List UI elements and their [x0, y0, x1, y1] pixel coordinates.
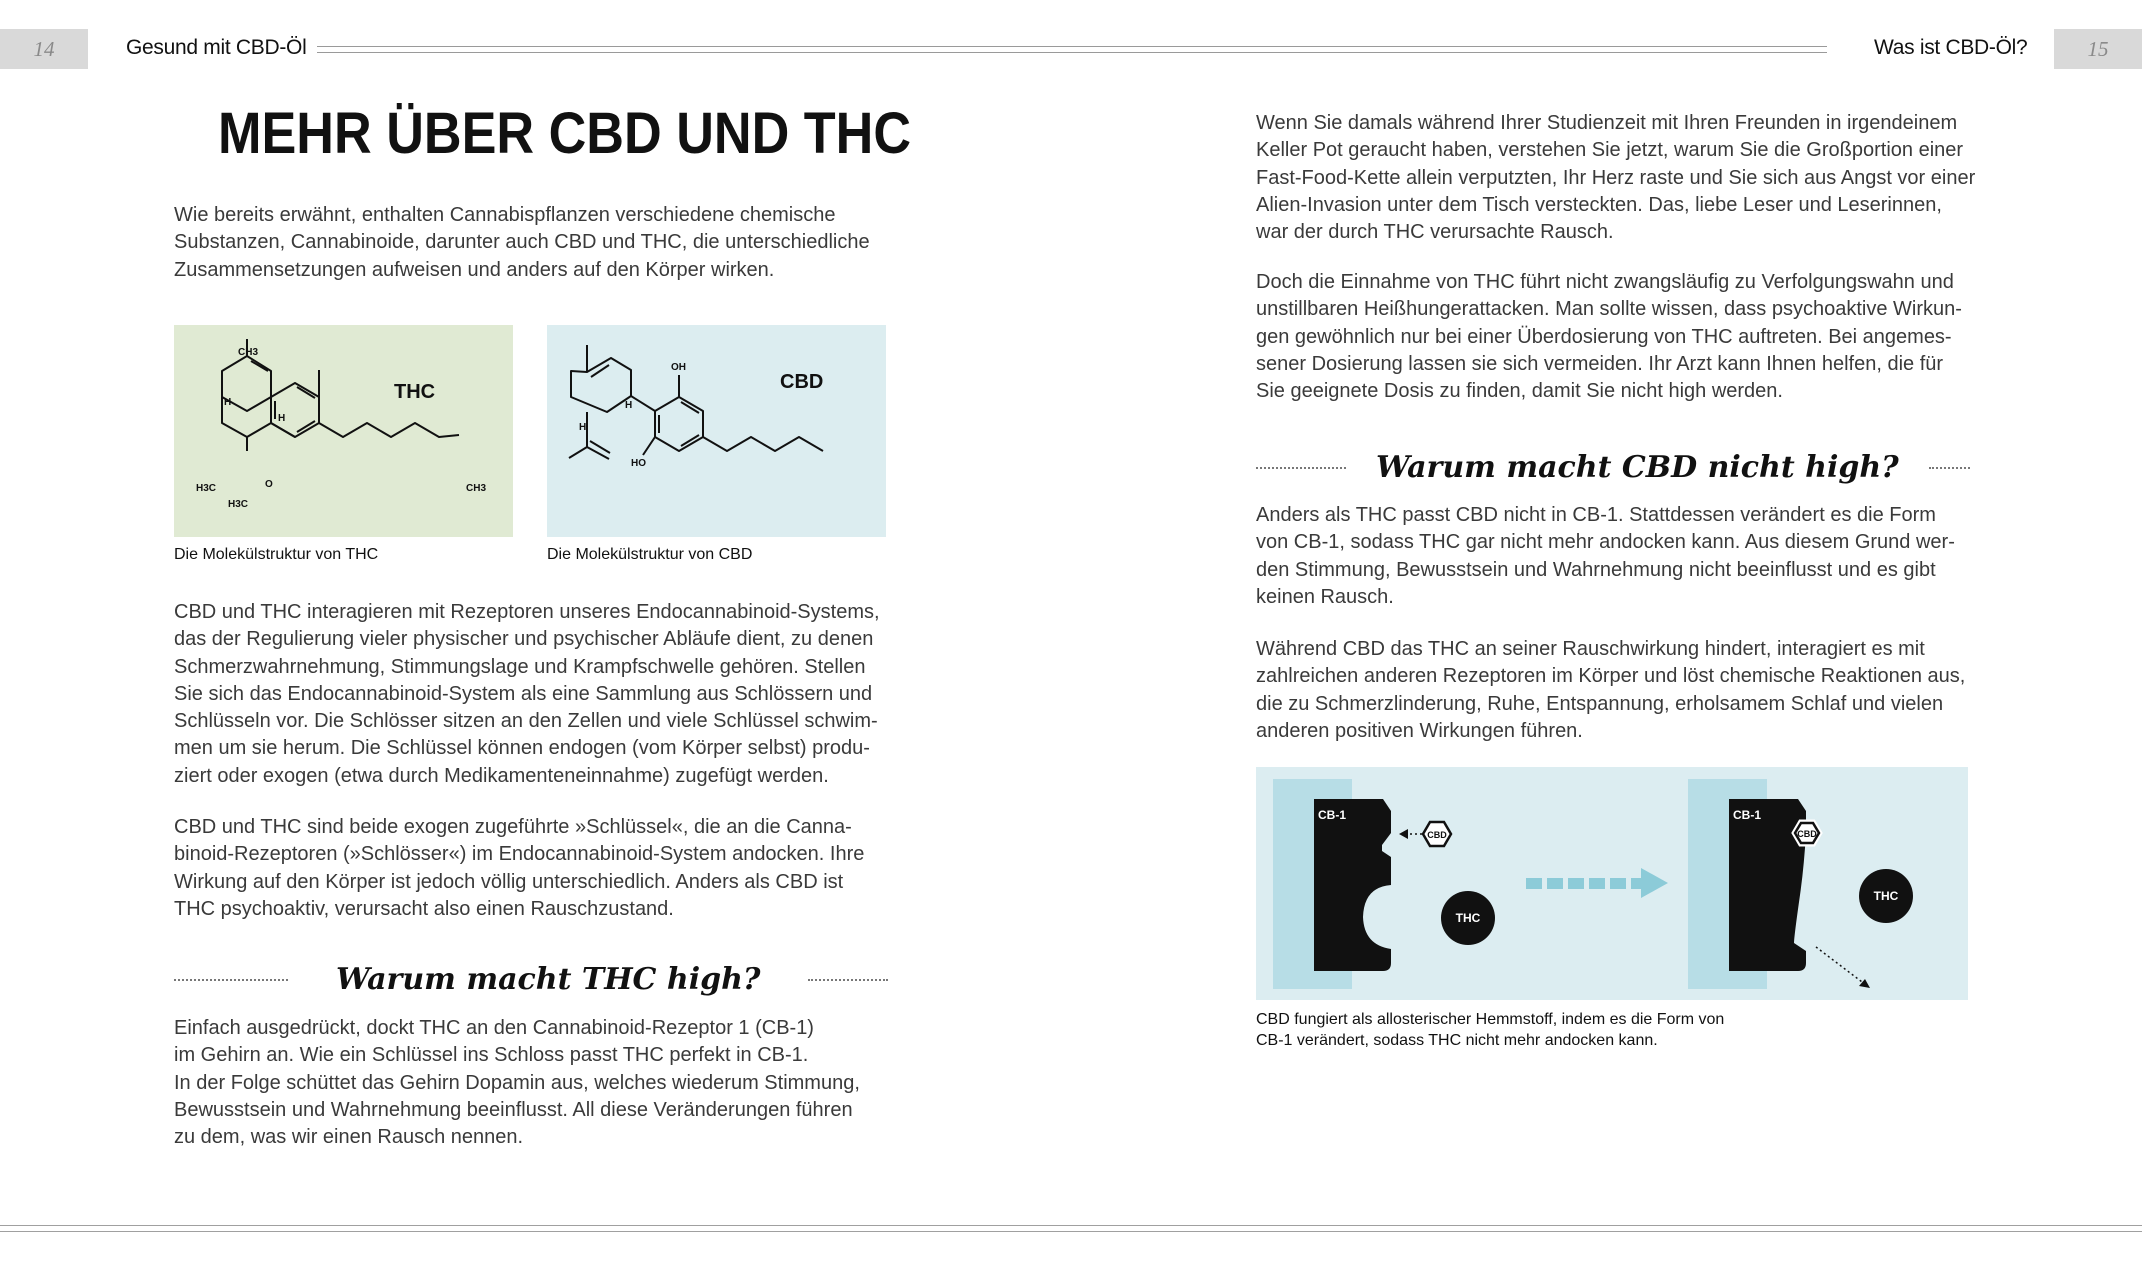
- thc-label: THC: [394, 381, 436, 403]
- svg-text:HO: HO: [631, 458, 646, 469]
- cb1-label-left: CB-1: [1318, 808, 1347, 822]
- thc-caption: Die Molekülstruktur von THC: [174, 546, 379, 563]
- svg-text:CBD: CBD: [1427, 830, 1447, 840]
- receptor-diagram: [1256, 767, 1968, 1000]
- intro-paragraph: Wie bereits erwähnt, enthalten Cannabispflanzen verschiedene chemische Substanzen, Cannabinoide, darunter auch CBD und THC, die unterschiedliche Zusammensetzungen aufweisen und anders auf den Körper wirken.: [174, 204, 870, 281]
- svg-text:H: H: [278, 413, 286, 424]
- svg-text:THC: THC: [1873, 889, 1899, 903]
- svg-text:O: O: [265, 479, 273, 490]
- left-running-title: Gesund mit CBD-Öl: [126, 36, 307, 59]
- paragraph-student-days: Wenn Sie damals während Ihrer Studienzeit mit Ihren Freunden in irgendeinem Keller Pot geraucht haben, verstehen Sie jetzt, warum Sie die Großportion einer Fast-Food-Kette allein verputzten, Ihr Herz raste und Sie sich aus Angst vor einer Alien-Invasion unter dem Tisch versteckten. Das, liebe Leser und Leserinnen, war der durch THC verursachte Rausch.: [1256, 112, 1976, 244]
- paragraph-thc-explained: Einfach ausgedrückt, dockt THC an den Cannabinoid-Rezeptor 1 (CB-1) im Gehirn an. Wie ein Schlüssel ins Schloss passt THC perfekt in CB-1. In der Folge schüttet das Gehirn Dopamin aus, welches wiederum Stimmung, Bewusstsein und Wahrnehmung beeinflusst. All diese Veränderungen führen zu dem, was wir einen Rausch nennen.: [174, 1017, 860, 1149]
- left-page-number: 14: [0, 29, 88, 69]
- svg-text:OH: OH: [671, 362, 686, 373]
- svg-text:H: H: [224, 397, 232, 408]
- cb1-receptor-shape-right: [1729, 799, 1806, 971]
- svg-text:H: H: [579, 422, 587, 433]
- paragraph-receptors: CBD und THC interagieren mit Rezeptoren unseres Endocannabinoid-Systems, das der Regulierung vieler physischer und psychischer Abläufe dient, zu denen Schmerzwahrnehmung, Stimmungslage und Krampfschwelle gehören. Stellen Sie sich das Endocannabinoid-System als eine Sammlung aus Schlössern und Schlüsseln vor. Die Schlösser sitzen an den Zellen und viele Schlüssel schwim- men um sie herum. Die Schlüssel können endogen (vom Körper selbst) produ- ziert oder exogen (etwa durch Medikamenteneinnahme) zugefügt werden.: [174, 601, 880, 787]
- subheading-thc-high: Warum macht THC high?: [174, 962, 888, 997]
- svg-text:CBD: CBD: [1797, 829, 1817, 839]
- paragraph-cbd-explained: Anders als THC passt CBD nicht in CB-1. Stattdessen verändert es die Form von CB-1, sodass THC gar nicht mehr andocken kann. Aus diesem Grund wer- den Stimmung, Bewusstsein und Wahrnehmung nicht beeinflusst und es gibt keinen Rausch.: [1256, 504, 1955, 608]
- svg-text:H3C: H3C: [196, 483, 217, 494]
- thc-molecule-figure: [174, 325, 513, 537]
- svg-text:CH3: CH3: [238, 347, 259, 358]
- paragraph-keys: CBD und THC sind beide exogen zugeführte »Schlüssel«, die an die Canna- binoid-Rezeptoren (»Schlösser«) im Endocannabinoid-System andocken. Ihre Wirkung auf den Körper ist jedoch völlig unterschiedlich. Anders als CBD ist THC psychoaktiv, verursacht also einen Rauschzustand.: [174, 816, 865, 920]
- cbd-label: CBD: [780, 371, 824, 393]
- footer-rule: [0, 1225, 2142, 1232]
- svg-text:CH3: CH3: [466, 483, 487, 494]
- cb1-label-right: CB-1: [1733, 808, 1762, 822]
- cbd-molecule-figure: [547, 325, 886, 537]
- svg-text:H3C: H3C: [228, 499, 249, 510]
- right-running-title: Was ist CBD-Öl?: [1874, 36, 2028, 59]
- paragraph-cbd-effects: Während CBD das THC an seiner Rauschwirkung hindert, interagiert es mit zahlreichen anderen Rezeptoren im Körper und löst chemische Reaktionen aus, die zu Schmerzlinderung, Ruhe, Entspannung, erholsamem Schlaf und vielen anderen positiven Wirkungen führen.: [1256, 638, 1966, 742]
- cbd-caption: Die Molekülstruktur von CBD: [547, 546, 753, 563]
- paragraph-dosage: Doch die Einnahme von THC führt nicht zwangsläufig zu Verfolgungswahn und unstillbaren Heißhungerattacken. Man sollte wissen, dass psychoaktive Wirkun- gen gewöhnlich nur bei einer Überdosierung von THC auftreten. Bei angemes- sener Dosierung lassen sie sich vermeiden. Ihr Arzt kann Ihnen helfen, die für Sie geeignete Dosis zu finden, damit Sie nicht high werden.: [1256, 271, 1962, 403]
- svg-text:H: H: [625, 400, 633, 411]
- page-title: MEHR ÜBER CBD UND THC: [218, 101, 912, 166]
- svg-text:THC: THC: [1455, 911, 1481, 925]
- right-page-number: 15: [2054, 29, 2142, 69]
- header-rule: [317, 46, 1827, 53]
- subheading-cbd-not-high: Warum macht CBD nicht high?: [1256, 450, 1970, 485]
- diagram-caption: CBD fungiert als allosterischer Hemmstoff, indem es die Form von CB-1 verändert, sodass THC nicht mehr andocken kann.: [1256, 1011, 1725, 1049]
